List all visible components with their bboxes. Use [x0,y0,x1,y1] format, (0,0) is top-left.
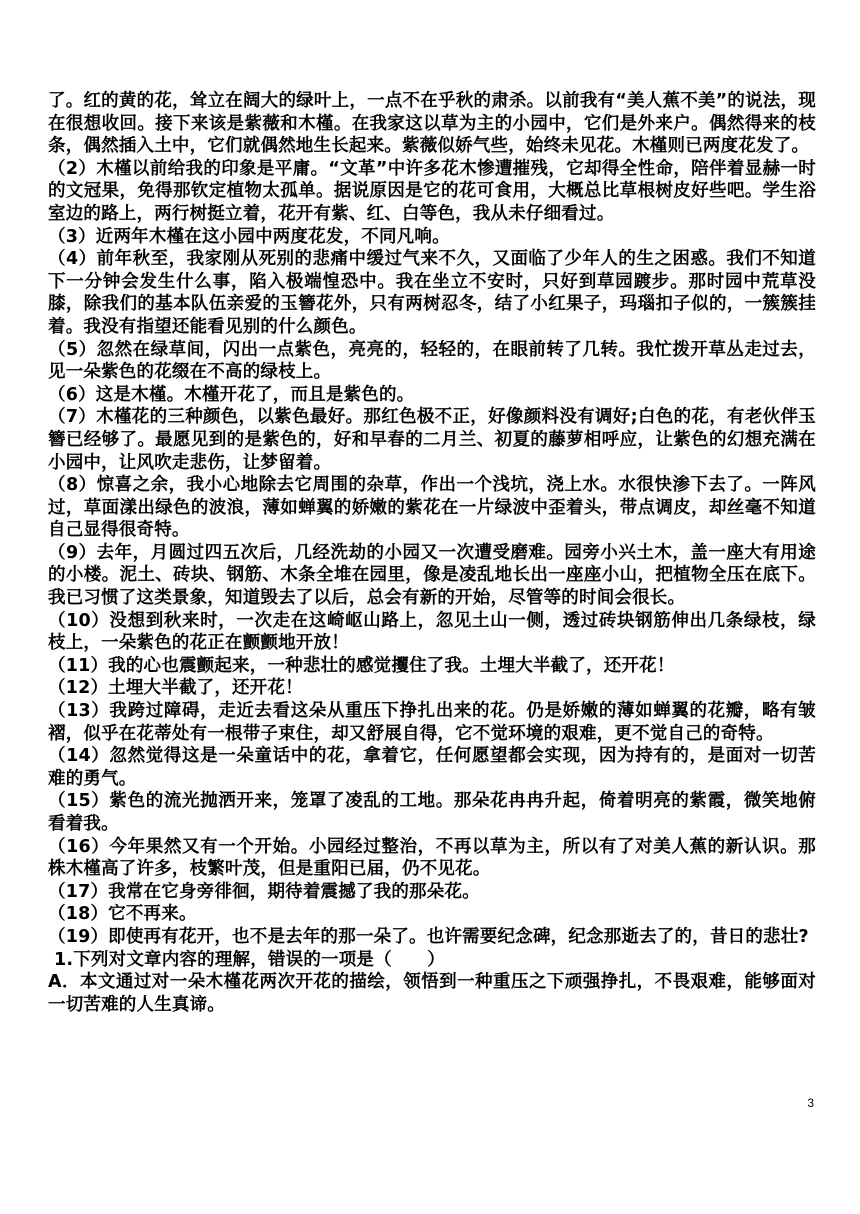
paragraph-16: （16）今年果然又有一个开始。小园经过整治，不再以草为主，所以有了对美人蕉的新认识。那株木槿高了许多，枝繁叶茂，但是重阳已届，仍不见花。 [48,836,816,880]
paragraph-7: （7）木槿花的三种颜色，以紫色最好。那红色极不正，好像颜料没有调好;白色的花，有老伙伴玉簪已经够了。最愿见到的是紫色的，好和早春的二月兰、初夏的藤萝相呼应，让紫色的幻想充满在小园中，让风吹走悲伤，让梦留着。 [48,407,816,473]
paragraph-18: （18）它不再来。 [48,904,197,925]
question-title: 1.下列对文章内容的理解，错误的一项是（ ） [54,949,445,970]
page-number: 3 [807,1096,814,1110]
paragraph-15: （15）紫色的流光抛洒开来，笼罩了凌乱的工地。那朵花冉冉升起，倚着明亮的紫霞，微笑地俯看着我。 [48,791,816,834]
paragraph-5: （5）忽然在绿草间，闪出一点紫色，亮亮的，轻轻的，在眼前转了几转。我忙拨开草丛走过去，见一朵紫色的花缀在不高的绿枝上。 [48,339,816,383]
paragraph-4: （4）前年秋至，我家刚从死别的悲痛中缓过气来不久，又面临了少年人的生之困惑。我们不知道下一分钟会发生什么事，陷入极端惶恐中。我在坐立不安时，只好到草园踱步。那时园中荒草没膝，除我们的基本队伍亲爱的玉簪花外，只有两树忍冬，结了小红果子，玛瑙扣子似的，一簇簇挂着。我没有指望还能看见别的什么颜色。 [48,249,816,337]
paragraph-17: （17）我常在它身旁徘徊，期待着震撼了我的那朵花。 [48,881,480,902]
question-option-a: A．本文通过对一朵木槿花两次开花的描绘，领悟到一种重压之下顽强挣扎，不畏艰难，能够面对一切苦难的人生真谛。 [48,972,816,1015]
paragraph-2: （2）木槿以前给我的印象是平庸。“文革”中许多花木惨遭摧残，它却得全性命，陪伴着显赫一时的文冠果，免得那钦定植物太孤单。据说原因是它的花可食用，大概总比草根树皮好些吧。学生浴室边的路上，两行树挺立着，花开有紫、红、白等色，我从未仔细看过。 [48,158,816,224]
paragraph-11: （11）我的心也震颤起来，一种悲壮的感觉攫住了我。土埋大半截了，还开花！ [48,655,675,676]
paragraph-12: （12）土埋大半截了，还开花！ [48,678,303,699]
paragraph-6: （6）这是木槿。木槿开花了，而且是紫色的。 [48,384,415,405]
paragraph-intro: 了。红的黄的花，耸立在阔大的绿叶上，一点不在乎秋的肃杀。以前我有“美人蕉不美”的说法，现在很想收回。接下来该是紫薇和木槿。在我家这以草为主的小园中，它们是外来户。偶然得来的枝条，偶然插入土中，它们就偶然地生长起来。紫薇似娇气些，始终未见花。木槿则已两度花发了。 [48,91,816,157]
paragraph-10: （10）没想到秋来时，一次走在这崎岖山路上，忽见土山一侧，透过砖块钢筋伸出几条绿枝，绿枝上，一朵紫色的花正在颤颤地开放！ [48,610,816,654]
paragraph-9: （9）去年，月圆过四五次后，几经洗劫的小园又一次遭受磨难。园旁小兴土木，盖一座大有用途的小楼。泥土、砖块、钢筋、木条全堆在园里，像是凌乱地长出一座座小山，把植物全压在底下。我已习惯了这类景象，知道毁去了以后，总会有新的开始，尽管等的时间会很长。 [48,542,816,609]
paragraph-13: （13）我跨过障碍，走近去看这朵从重压下挣扎出来的花。仍是娇嫩的薄如蝉翼的花瓣，略有皱褶，似乎在花蒂处有一根带子束住，却又舒展自得，它不觉环境的艰难，更不觉自己的奇特。 [48,701,816,744]
document-page [48,90,816,1016]
essay-body [48,90,816,949]
paragraph-19: （19）即使再有花开，也不是去年的那一朵了。也许需要纪念碑，纪念那逝去了的，昔日的悲壮? [48,926,809,947]
paragraph-3: （3）近两年木槿在这小园中两度花发，不同凡响。 [48,226,450,247]
paragraph-8: （8）惊喜之余，我小心地除去它周围的杂草，作出一个浅坑，浇上水。水很快渗下去了。一阵风过，草面漾出绿色的波浪，薄如蝉翼的娇嫩的紫花在一片绿波中歪着头，带点调皮，却丝毫不知道自己显得很奇特。 [48,475,816,541]
paragraph-14: （14）忽然觉得这是一朵童话中的花，拿着它，任何愿望都会实现，因为持有的，是面对一切苦难的勇气。 [48,746,816,789]
question-block [48,949,816,1017]
